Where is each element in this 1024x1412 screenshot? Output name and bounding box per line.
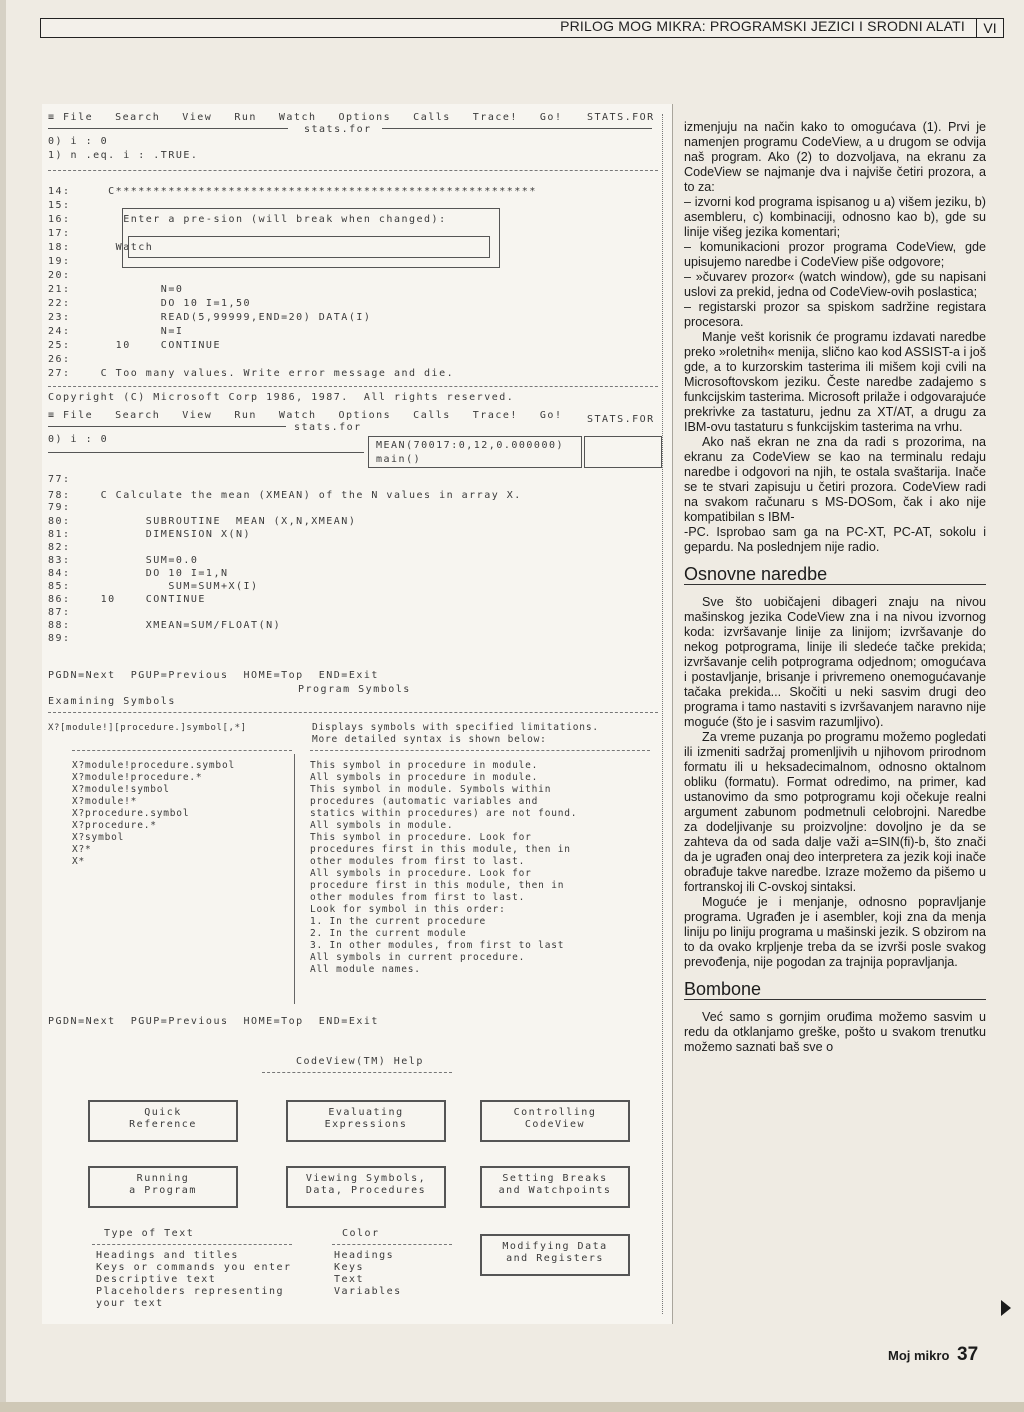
header-title: PRILOG MOG MIKRA: PROGRAMSKI JEZICI I SRODNI ALATI	[560, 18, 965, 34]
help1-subtitle: Program Symbols	[298, 684, 411, 695]
page-footer	[888, 1344, 978, 1366]
screen1-menubar	[48, 112, 562, 123]
code-line: 81: DIMENSION X(N)	[48, 529, 252, 540]
code-line: 24: N=I	[48, 326, 184, 337]
code-line: 25: 10 CONTINUE	[48, 340, 221, 351]
code-line: 26:	[48, 354, 71, 365]
help1-syntax: X?[module!][procedure.]symbol[,*]	[48, 723, 247, 733]
syntax-item: X?module!procedure.*	[72, 772, 203, 783]
menu-run[interactable]: Run	[234, 410, 257, 421]
menu-calls[interactable]: Calls	[413, 112, 451, 123]
page-binding-edge	[0, 0, 6, 1412]
menu-search[interactable]: Search	[115, 112, 161, 123]
menu-file[interactable]: ≡ File	[48, 112, 94, 123]
help1-syntax-desc-1: More detailed syntax is shown below:	[312, 734, 547, 745]
menu-go[interactable]: Go!	[539, 112, 563, 123]
help-button-controlling-codeview[interactable]: Controlling CodeView	[480, 1100, 630, 1142]
desc-item: statics within procedures) are not found.	[310, 808, 578, 819]
desc-item: Look for symbol in this order:	[310, 904, 506, 915]
type-item: Placeholders representing	[96, 1286, 285, 1297]
help1-footer-nav: PGDN=Next PGUP=Previous HOME=Top END=Exit	[48, 1016, 379, 1027]
code-line: 21: N=0	[48, 284, 184, 295]
help2-types-list	[96, 1250, 292, 1310]
menu-run[interactable]: Run	[234, 112, 257, 123]
header-section: VI	[976, 19, 1003, 37]
code-line: 16: Enter a pre-sion (will break when changed):	[48, 214, 447, 225]
desc-item: This symbol in module. Symbols within	[310, 784, 552, 795]
type-item: Descriptive text	[96, 1274, 217, 1285]
article-list-item: – komunikacioni prozor programa CodeView, gde upisujemo naredbe i CodeView piše odgovore;	[684, 240, 986, 269]
code-line: 77:	[48, 474, 71, 485]
screen1-watch-line-0: 0) i : 0	[48, 136, 109, 147]
desc-item: procedures first in this module, then in	[310, 844, 571, 855]
page-number: 37	[957, 1344, 979, 1365]
desc-item: All symbols in current procedure.	[310, 952, 526, 963]
desc-item: All symbols in procedure. Look for	[310, 868, 532, 879]
calls-item-mean[interactable]: MEAN(70017:0,12,0.000000)	[376, 440, 565, 451]
code-line: 19:	[48, 256, 71, 267]
menu-calls[interactable]: Calls	[413, 410, 451, 421]
code-line: 22: DO 10 I=1,50	[48, 298, 252, 309]
code-line: 83: SUM=0.0	[48, 555, 199, 566]
screen1-watch-title: stats.for	[304, 124, 372, 135]
section-heading-bombone: Bombone	[684, 982, 986, 1000]
color-item: Headings	[334, 1250, 395, 1261]
color-item: Text	[334, 1274, 365, 1285]
help1-nav: PGDN=Next PGUP=Previous HOME=Top END=Exit	[48, 670, 379, 681]
help2-color-header: Color	[342, 1228, 380, 1239]
help2-colors-list	[334, 1250, 402, 1298]
syntax-item: X?*	[72, 844, 92, 855]
menu-view[interactable]: View	[182, 112, 213, 123]
desc-item: procedure first in this module, then in	[310, 880, 565, 891]
codeview-screenshots	[42, 104, 673, 1324]
calls-item-main[interactable]: main()	[376, 454, 422, 465]
color-item: Keys	[334, 1262, 365, 1273]
watch-expression-input[interactable]	[128, 236, 490, 258]
continue-arrow-icon	[1001, 1300, 1011, 1321]
syntax-item: X?module!procedure.symbol	[72, 760, 235, 771]
desc-item: This symbol in procedure. Look for	[310, 832, 532, 843]
code-line: 17:	[48, 228, 71, 239]
desc-item: All symbols in procedure in module.	[310, 772, 539, 783]
code-line: 88: XMEAN=SUM/FLOAT(N)	[48, 620, 282, 631]
code-line: 87:	[48, 607, 71, 618]
code-line: 27: C Too many values. Write error message and die.	[48, 368, 455, 379]
article-paragraph: Ako naš ekran ne zna da radi s prozorima, na ekranu za CodeView se kao na terminalu redaju naredbe i odgovori na njih, te ostala svaštarija. Inače se te stvari zapisuju u četiri prozora. CodeView radi na svakom računaru s MS-DOSom, čak i ako nije kompatibilan s IBM-	[684, 435, 986, 524]
article-paragraph: Za vreme puzanja po programu možemo pogledati ili izmeniti sadržaj promenljivih u njihovom prirodnom formatu ili u heksadecimalnom, odnosno oktalnom obliku (formatu). Format odredimo, na primer, kad ustanovimo da smo potprogramu koji očekuje realni argument zabunom podmetnuli celobrojni. Naredbe za dodeljivanje su proizvoljne: dovoljno je da se zahteva da od sada dalje važi a=SIN(fi)-b, što znači da je ugrađen onaj deo interpretera za jezik koji inače obrađuje takve naredbe. Izraze možemo da pišemo u fortranskoj ili C-ovskoj sintaksi.	[684, 730, 986, 894]
code-line: 15:	[48, 200, 71, 211]
page-bottom-edge	[0, 1402, 1024, 1412]
desc-item: All module names.	[310, 964, 421, 975]
type-item: your text	[96, 1298, 164, 1309]
code-line: 82:	[48, 542, 71, 553]
article-list-item: – »čuvarev prozor« (watch window), gde su napisani uslovi za prekid, jedna od CodeView-ovih poslastica;	[684, 270, 986, 299]
magazine-name: Moj mikro	[888, 1348, 950, 1363]
article-list-item: – izvorni kod programa ispisanog u a) višem jeziku, b) asembleru, c) kombinaciji, odnosno kao b), gde su linije višeg jezika komentari;	[684, 195, 986, 239]
desc-item: other modules from first to last.	[310, 856, 526, 867]
code-line: 85: SUM=SUM+X(I)	[48, 581, 259, 592]
desc-item: 2. In the current module	[310, 928, 467, 939]
menu-options[interactable]: Options	[338, 410, 392, 421]
syntax-item: X?module!symbol	[72, 784, 170, 795]
syntax-item: X*	[72, 856, 86, 867]
article-paragraph: Moguće je i menjanje, odnosno popravljanje programa. Ugrađen je i asembler, koji zna da menja liniju po liniju programa u mašinski jezik. S obzirom na to da ovako krpljenje treba da se izvrši posle svakog prevođenja, nije pogodan za trajnija popravljanja.	[684, 895, 986, 969]
article-paragraph: Već samo s gornjim oruđima možemo sasvim u redu da otklanjamo greške, pošto u svakom trenutku možemo saznati baš sve o	[684, 1010, 986, 1054]
syntax-item: X?symbol	[72, 832, 125, 843]
desc-item: other modules from first to last.	[310, 892, 526, 903]
help2-title: CodeView(TM) Help	[296, 1056, 424, 1067]
code-line: 20:	[48, 270, 71, 281]
article-paragraph: Sve što uobičajeni dibageri znaju na nivou mašinskog jezika CodeView zna i na nivou izvornog koda: izvršavanje linije za linijom; izvršavanje do nekog potprograma, linije ili sledeće tačke prekida; izvršavanje celih potprograma odjednom; omogućava i postavljanje, brisanje i privremeno onemogućavanje tačaka prekida... Skočiti u neki sasvim drugi deo programa i tamo nastaviti s izvršavanjem naravno nije moguće (što je i sasvim razumljivo).	[684, 595, 986, 729]
help-button-evaluating-expressions[interactable]: Evaluating Expressions	[286, 1100, 446, 1142]
article-paragraph: izmenjuju na način kako to omogućava (1). Prvi je namenjen programu CodeView, a u drugom se odvija naš program. Ako (2) to dozvoljava, na ekranu za CodeView se najmanje dva i najviše četiri prozora, a to za:	[684, 120, 986, 194]
desc-item: 1. In the current procedure	[310, 916, 487, 927]
help1-syntax-desc-0: Displays symbols with specified limitations.	[312, 722, 599, 733]
screen2-filename: STATS.FOR	[587, 414, 655, 425]
code-line: 79:	[48, 502, 71, 513]
help1-syntax-list	[72, 760, 235, 868]
page-header	[40, 18, 1004, 38]
menu-options[interactable]: Options	[338, 112, 392, 123]
help-button-setting-breaks[interactable]: Setting Breaks and Watchpoints	[480, 1166, 630, 1208]
desc-item: 3. In other modules, from first to last	[310, 940, 565, 951]
screen2-watch-title: stats.for	[294, 422, 362, 433]
code-line: 78: C Calculate the mean (XMEAN) of the N values in array X.	[48, 490, 522, 501]
type-item: Keys or commands you enter	[96, 1262, 292, 1273]
menu-file[interactable]: ≡ File	[48, 410, 94, 421]
code-line: 80: SUBROUTINE MEAN (X,N,XMEAN)	[48, 516, 357, 527]
help-button-modifying-data[interactable]: Modifying Data and Registers	[480, 1234, 630, 1276]
menu-go[interactable]: Go!	[539, 410, 563, 421]
panel-scrollbar	[662, 114, 663, 1314]
help1-desc-list	[310, 760, 577, 976]
screen2-watch-line: 0) i : 0	[48, 434, 109, 445]
code-line: 86: 10 CONTINUE	[48, 594, 206, 605]
menu-search[interactable]: Search	[115, 410, 161, 421]
help2-type-header: Type of Text	[104, 1228, 195, 1239]
help-button-running-a-program[interactable]: Running a Program	[88, 1166, 238, 1208]
help-button-quick-reference[interactable]: Quick Reference	[88, 1100, 238, 1142]
screen2-menubar	[48, 410, 562, 421]
syntax-item: X?procedure.symbol	[72, 808, 190, 819]
code-line: 84: DO 10 I=1,N	[48, 568, 229, 579]
article-paragraph: -PC. Isprobao sam ga na PC-XT, PC-AT, sokolu i gepardu. Na poslednjem nije radio.	[684, 525, 986, 554]
article-paragraph: Manje vešt korisnik će programu izdavati naredbe preko »roletnih« menija, slično kao kod ASSIST-a i još gde, a to kurzorskim tasterima ili mišem koji cvili na Microsoftovskom jeziku. Česte naredbe zadajemo s funkcijskim tasterima. Microsoft prilaže i odgovarajuće prekrivke za tastaturu, jednu za XT/AT, a drugu za IBM-ovu tastaturu s funkcijskim tasterima na vrhu.	[684, 330, 986, 434]
syntax-item: X?procedure.*	[72, 820, 157, 831]
article-list-item: – registarski prozor sa spiskom sadržine registara procesora.	[684, 300, 986, 329]
screen1-filename: STATS.FOR	[587, 112, 655, 123]
menu-view[interactable]: View	[182, 410, 213, 421]
article-column	[684, 120, 986, 1055]
menu-trace[interactable]: Trace!	[472, 410, 518, 421]
code-line: 14: C********************************************************	[48, 186, 537, 197]
desc-item: All symbols in module.	[310, 820, 454, 831]
code-line: 18: Watch	[48, 242, 154, 253]
help1-examining: Examining Symbols	[48, 696, 176, 707]
syntax-item: X?module!*	[72, 796, 138, 807]
menu-watch[interactable]: Watch	[278, 112, 317, 123]
type-item: Headings and titles	[96, 1250, 239, 1261]
desc-item: procedures (automatic variables and	[310, 796, 539, 807]
calls-side-box	[584, 436, 662, 468]
menu-watch[interactable]: Watch	[278, 410, 317, 421]
code-line: 23: READ(5,99999,END=20) DATA(I)	[48, 312, 372, 323]
copyright-line: Copyright (C) Microsoft Corp 1986, 1987. All rights reserved.	[48, 392, 515, 403]
help-button-viewing-symbols[interactable]: Viewing Symbols, Data, Procedures	[286, 1166, 446, 1208]
color-item: Variables	[334, 1286, 402, 1297]
desc-item: This symbol in procedure in module.	[310, 760, 539, 771]
menu-trace[interactable]: Trace!	[472, 112, 518, 123]
section-heading-osnovne-naredbe: Osnovne naredbe	[684, 567, 986, 585]
screen1-watch-line-1: 1) n .eq. i : .TRUE.	[48, 150, 199, 161]
code-line: 89:	[48, 633, 71, 644]
